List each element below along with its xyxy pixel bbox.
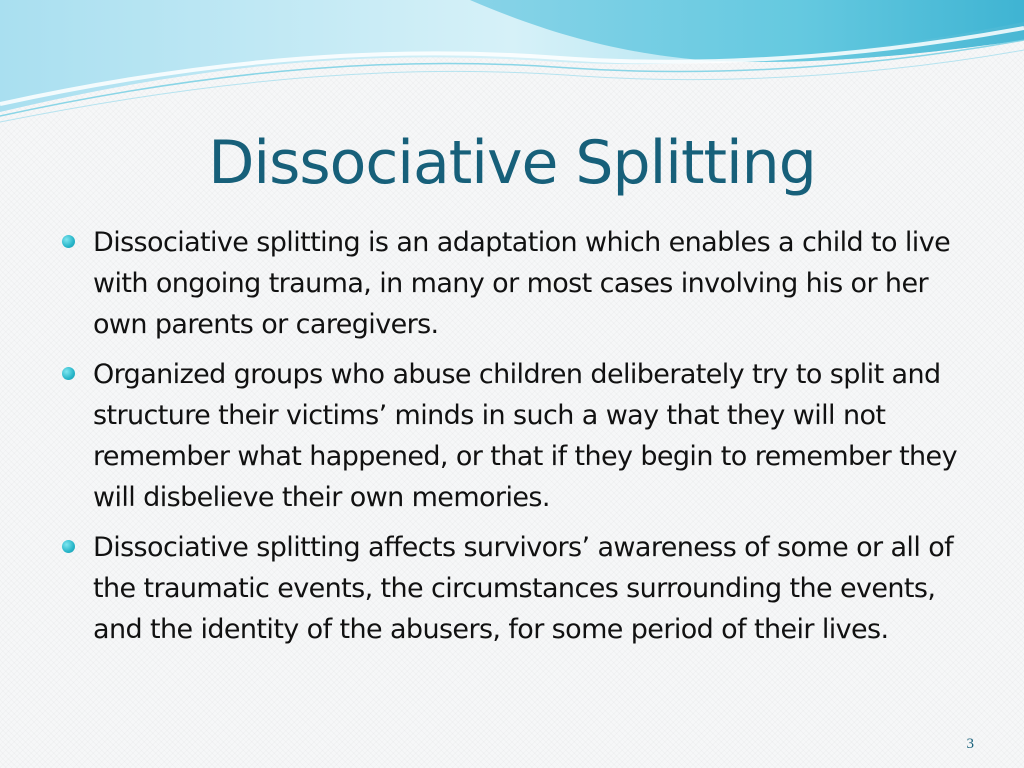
bullet-list <box>60 222 970 659</box>
bullet-item <box>60 527 970 650</box>
bullet-item <box>60 222 970 345</box>
bullet-dot-icon <box>62 235 75 248</box>
header-wave-decoration <box>0 0 1024 130</box>
slide-title: Dissociative Splitting <box>208 128 816 198</box>
bullet-dot-icon <box>62 540 75 553</box>
bullet-text: Dissociative splitting is an adaptation which enables a child to live with ongoing trauma, in many or most cases involving his or her own parents or caregivers. <box>93 227 951 340</box>
page-number: 3 <box>966 736 974 752</box>
bullet-item <box>60 354 970 518</box>
bullet-dot-icon <box>62 367 75 380</box>
bullet-text: Dissociative splitting affects survivors’ awareness of some or all of the traumatic events, the circumstances surrounding the events, and the identity of the abusers, for some period of their lives. <box>93 532 954 645</box>
bullet-text: Organized groups who abuse children deliberately try to split and structure their victims’ minds in such a way that they will not remember what happened, or that if they begin to remember they will disbelieve their own memories. <box>93 359 957 513</box>
